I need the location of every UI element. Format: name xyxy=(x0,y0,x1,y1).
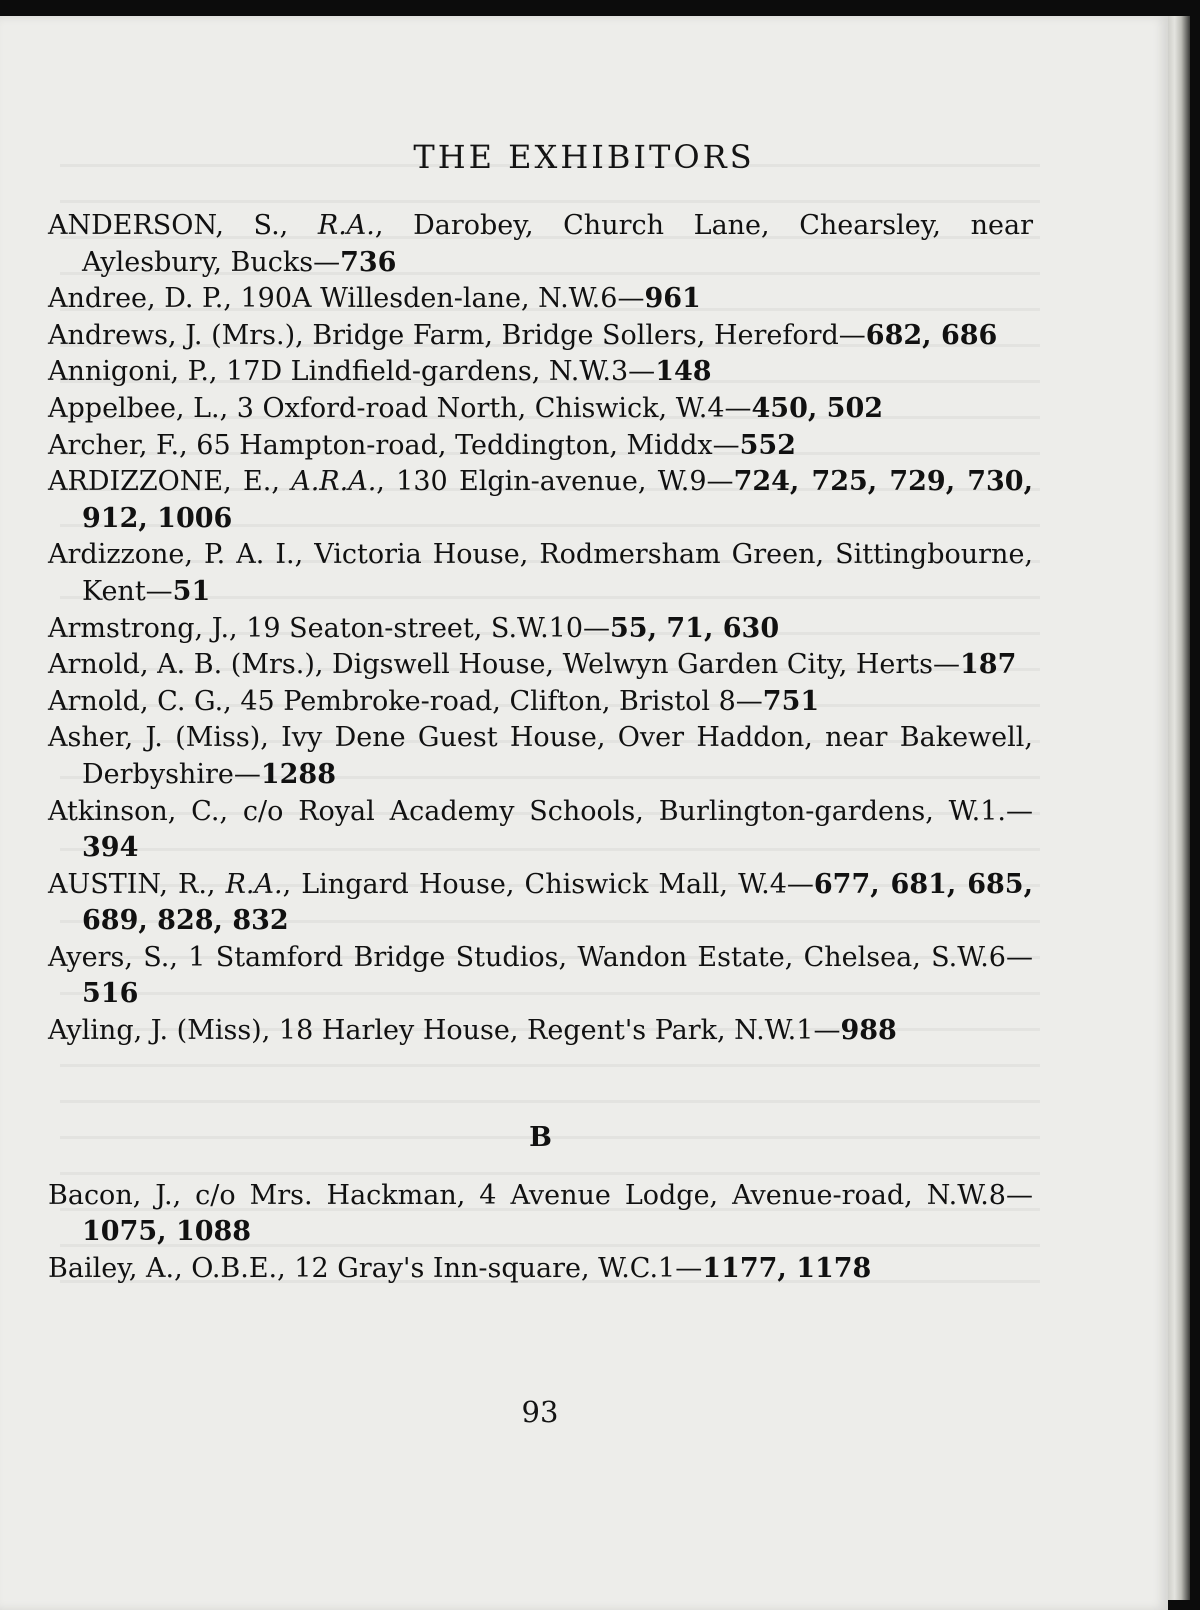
exhibitor-name: Appelbee, L., xyxy=(48,392,237,424)
exhibitor-address: Bridge Farm, Bridge Sollers, Hereford— xyxy=(312,319,866,351)
catalogue-numbers: 682, 686 xyxy=(865,319,998,351)
exhibitor-address: Ivy Dene Guest House, Over Haddon, near Bakewell, Derbyshire— xyxy=(82,722,1033,790)
exhibitor-name: Annigoni, P., xyxy=(48,356,227,388)
exhibitor-entry xyxy=(48,391,1033,428)
exhibitor-address: , Lingard House, Chiswick Mall, W.4— xyxy=(282,868,814,900)
exhibitor-name: Armstrong, J., xyxy=(48,612,247,644)
catalogue-numbers: 724, 725, 729, 730, 912, 1006 xyxy=(82,466,1033,534)
catalogue-numbers: 450, 502 xyxy=(751,392,884,424)
exhibitor-entry xyxy=(48,647,1033,684)
section-a xyxy=(48,208,1033,1050)
catalogue-numbers: 148 xyxy=(655,356,712,388)
exhibitor-name: AUSTIN, R., xyxy=(48,868,226,900)
exhibitor-name: Arnold, A. B. (Mrs.), xyxy=(48,649,333,681)
exhibitor-name: Arnold, C. G., xyxy=(48,685,241,717)
exhibitor-name: Archer, F., xyxy=(48,429,197,461)
exhibitor-name: Ayers, S., xyxy=(48,941,189,973)
catalogue-numbers: 988 xyxy=(840,1015,897,1047)
exhibitor-name: Bailey, A., O.B.E., xyxy=(48,1252,295,1284)
exhibitor-entry xyxy=(48,867,1033,940)
exhibitor-name: Ayling, J. (Miss), xyxy=(48,1015,279,1047)
exhibitor-address: c/o Royal Academy Schools, Burlington-gardens, W.1.— xyxy=(242,795,1033,827)
exhibitor-title: A.R.A. xyxy=(291,466,377,498)
catalogue-numbers: 677, 681, 685, 689, 828, 832 xyxy=(82,868,1033,937)
page-number: 93 xyxy=(521,1395,559,1429)
exhibitor-address: 12 Gray's Inn-square, W.C.1— xyxy=(294,1252,703,1284)
exhibitor-title: R.A. xyxy=(225,868,283,900)
exhibitor-entry xyxy=(48,1178,1033,1251)
page-title: THE EXHIBITORS xyxy=(413,138,755,176)
exhibitor-name: ARDIZZONE, E., xyxy=(48,466,292,498)
exhibitor-address: c/o Mrs. Hackman, 4 Avenue Lodge, Avenue-road, N.W.8— xyxy=(195,1179,1033,1211)
exhibitor-entry xyxy=(48,281,1033,318)
exhibitor-entry xyxy=(48,940,1033,1013)
exhibitor-entry xyxy=(48,464,1033,537)
exhibitor-name: Asher, J. (Miss), xyxy=(48,722,282,754)
exhibitor-entry xyxy=(48,537,1033,610)
exhibitor-entry xyxy=(48,428,1033,465)
exhibitor-address: 17D Lindfield-gardens, N.W.3— xyxy=(226,356,656,388)
exhibitor-address: Victoria House, Rodmersham Green, Sittingbourne, Kent— xyxy=(82,539,1033,607)
exhibitor-address: 45 Pembroke-road, Clifton, Bristol 8— xyxy=(240,685,763,717)
catalogue-numbers: 1075, 1088 xyxy=(82,1216,252,1248)
exhibitor-entry xyxy=(48,1013,1033,1050)
catalogue-numbers: 1177, 1178 xyxy=(702,1252,872,1284)
exhibitor-title: R.A. xyxy=(317,210,375,241)
catalogue-numbers: 516 xyxy=(82,978,139,1010)
exhibitor-address: 190A Willesden-lane, N.W.6— xyxy=(240,283,645,315)
exhibitor-entry xyxy=(48,354,1033,391)
exhibitor-entry xyxy=(48,208,1033,281)
catalogue-numbers: 736 xyxy=(340,246,397,278)
exhibitor-name: Andree, D. P., xyxy=(48,283,241,315)
exhibitor-list xyxy=(48,208,1033,1287)
exhibitor-entry xyxy=(48,684,1033,721)
catalogue-numbers: 1288 xyxy=(260,758,336,790)
exhibitor-address: , 130 Elgin-avenue, W.9— xyxy=(376,466,734,498)
exhibitor-address: 18 Harley House, Regent's Park, N.W.1— xyxy=(278,1015,841,1047)
page-edge xyxy=(1168,16,1190,1600)
exhibitor-address: , Darobey, Church Lane, Chearsley, near Aylesbury, Bucks— xyxy=(82,210,1033,278)
catalogue-numbers: 961 xyxy=(644,283,701,315)
exhibitor-entry xyxy=(48,1251,1033,1288)
section-b xyxy=(48,1178,1033,1288)
exhibitor-name: Atkinson, C., xyxy=(48,795,243,827)
exhibitor-entry xyxy=(48,611,1033,648)
exhibitor-name: ANDERSON, S., xyxy=(48,210,318,241)
catalogue-numbers: 51 xyxy=(172,575,211,607)
catalogue-numbers: 552 xyxy=(739,429,796,461)
exhibitor-entry xyxy=(48,318,1033,355)
exhibitor-name: Bacon, J., xyxy=(48,1179,196,1211)
exhibitor-entry xyxy=(48,794,1033,867)
exhibitor-name: Ardizzone, P. A. I., xyxy=(48,539,315,571)
catalogue-numbers: 394 xyxy=(82,832,139,864)
catalogue-numbers: 751 xyxy=(762,685,820,717)
exhibitor-address: 3 Oxford-road North, Chiswick, W.4— xyxy=(236,392,752,424)
exhibitor-entry xyxy=(48,720,1033,793)
exhibitor-address: 19 Seaton-street, S.W.10— xyxy=(246,612,611,644)
section-letter-b: B xyxy=(529,1121,552,1153)
catalogue-numbers: 55, 71, 630 xyxy=(610,612,780,644)
exhibitor-address: 65 Hampton-road, Teddington, Middx— xyxy=(196,429,740,461)
exhibitor-address: Digswell House, Welwyn Garden City, Herts— xyxy=(332,649,961,681)
catalogue-numbers: 187 xyxy=(960,649,1017,681)
exhibitor-name: Andrews, J. (Mrs.), xyxy=(48,319,313,351)
exhibitor-address: 1 Stamford Bridge Studios, Wandon Estate, Chelsea, S.W.6— xyxy=(188,941,1033,973)
